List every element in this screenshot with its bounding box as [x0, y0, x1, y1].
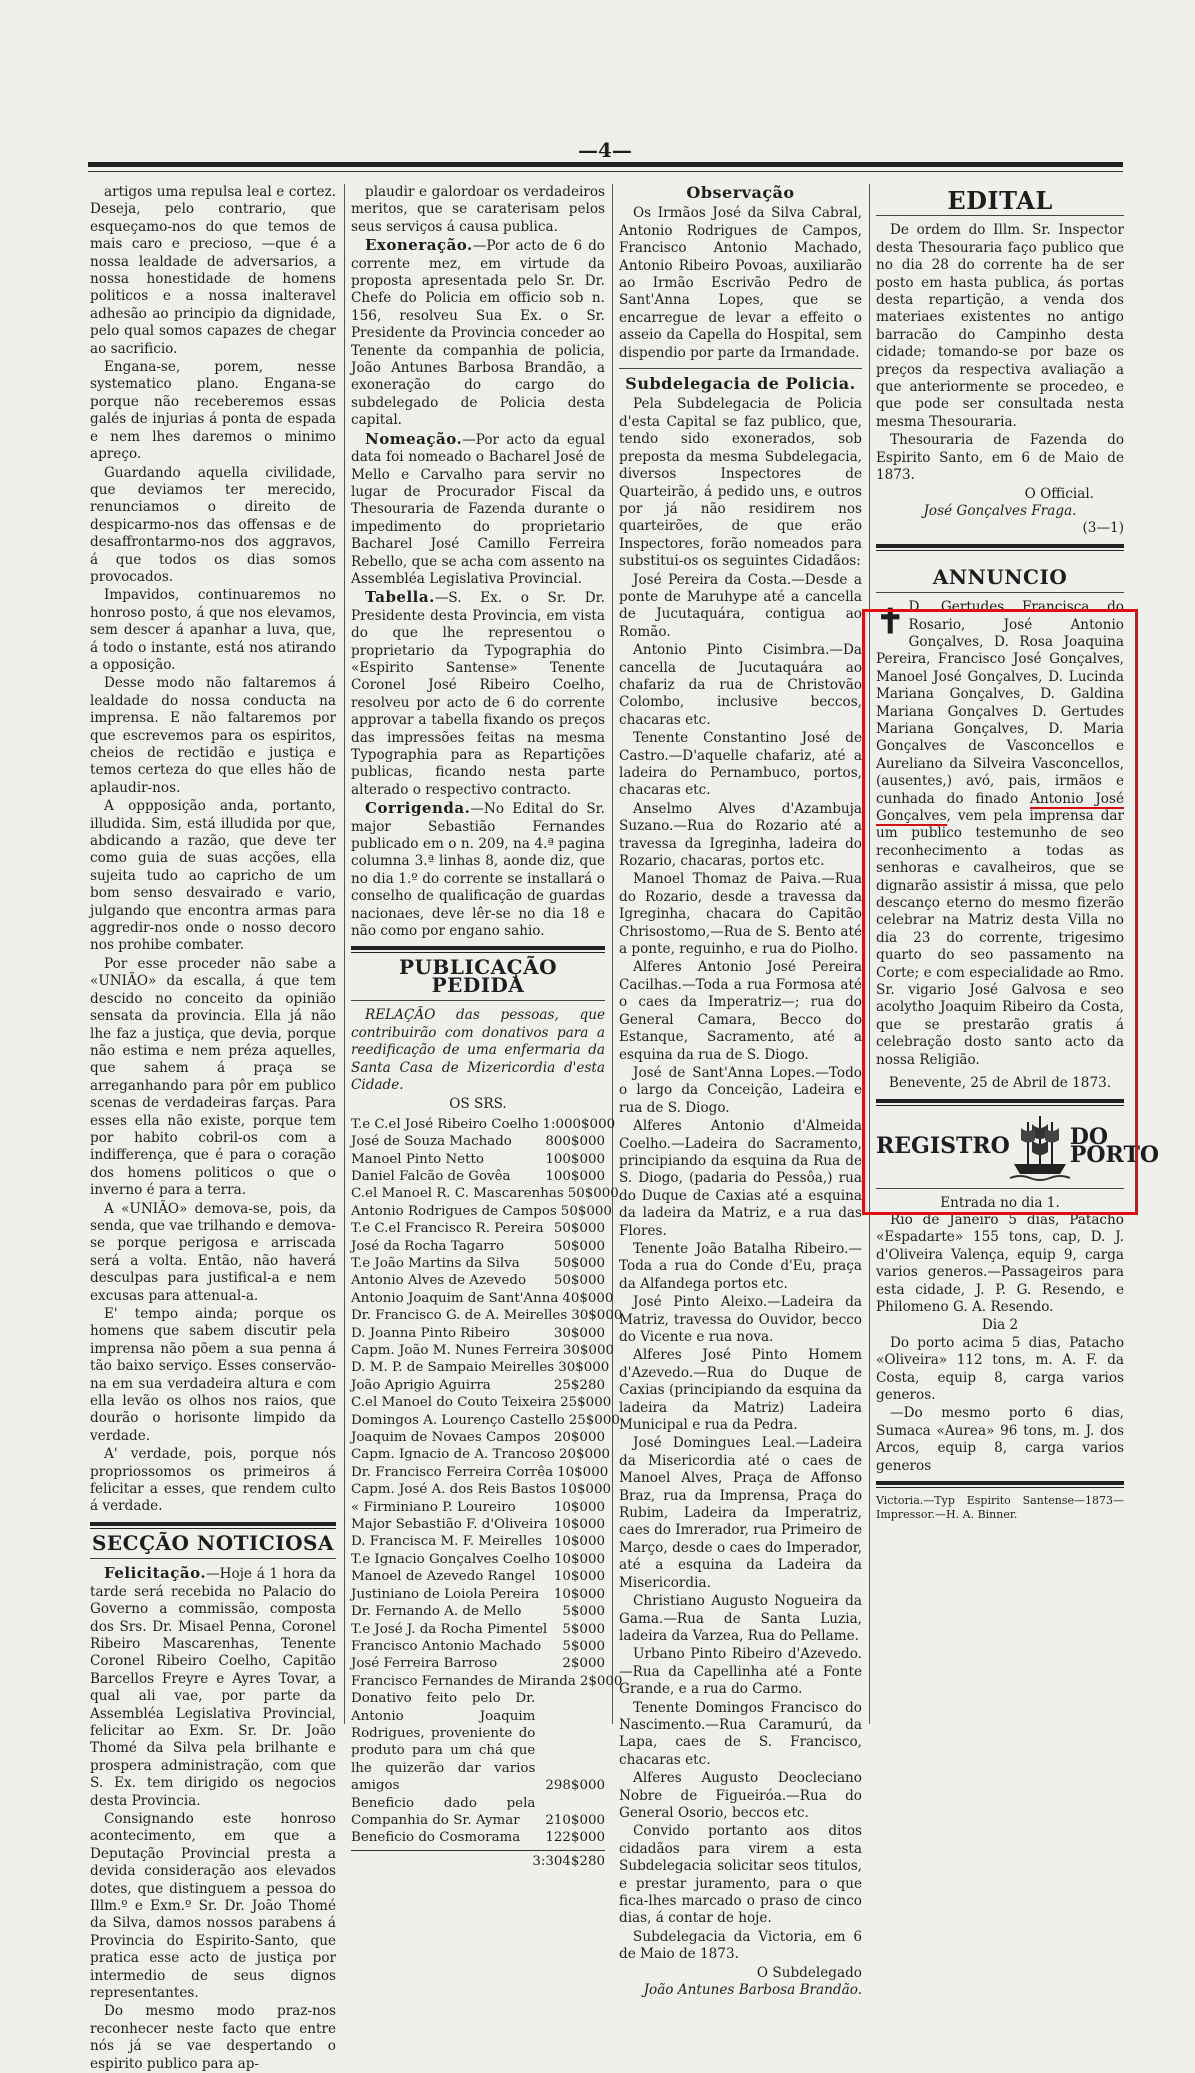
donor-name: T.e Ignacio Gonçalves Coelho: [351, 1551, 550, 1567]
section-title-noticiosa: SECÇÃO NOTICIOSA: [91, 1530, 335, 1555]
corrigenda-lead: Corrigenda.: [365, 799, 471, 818]
donor-name: José de Souza Machado: [351, 1134, 512, 1150]
felicitacao-text: —Hoje á 1 hora da tarde será recebida no Palacio do Governo a commissão, composta dos Srs. Dr. Misael Penna, Coronel Ribeiro Mascarenhas, Tenente Coronel Ribeiro Coelho, Capitão Barcellos Freyre e Ayres Tovar, a qual ali vae, por parte da Assembléa Legislativa Provincial, felicitar ao Exm. Sr. Dr. João Thomé da Silva pela brilhante e prospera administração, com que S. Ex. tem dirigido os negocios desta Provincia.: [90, 1566, 336, 1809]
editorial-paragraph: A' verdade, pois, porque nós propriossomos os primeiros á felicitar a esses, que rendem culto á verdade.: [90, 1446, 336, 1515]
donor-row: [351, 1325, 605, 1342]
section-rule: [351, 1000, 605, 1001]
imprint-footer: Victoria.—Typ Espirito Santense—1873—Impressor.—H. A. Binner.: [876, 1494, 1124, 1521]
felicitacao-paragraph: Consignando este honroso acontecimento, em que a Deputação Provincial presta a devida consideração aos elevados dotes, que distinguem a pessoa do Illm.º e Exm.º Sr. Dr. João Thomé da Silva, damos nossos parabens á Provincia do Espirito-Santo, que pratica esse acto de justiça por intermedio de seus dignos representantes.: [90, 1810, 336, 2002]
tabella-lead: Tabella.: [365, 588, 435, 607]
signature-name: João Antunes Barbosa Brandão.: [643, 1982, 862, 1999]
inspector-entry: Alferes Antonio José Pereira Cacilhas.—Toda a rua Formosa até o caes da Imperatriz—; rua do General Camara, Becco do Estanque, Sacramento, até a esquina da rua de S. Diogo.: [619, 959, 862, 1063]
donor-name: Francisco Fernandes de Miranda: [351, 1673, 576, 1689]
inspector-entry: Alferes José Pinto Homem d'Azevedo.—Rua do Duque de Caxias (principiando da esquina da ladeira da Matriz) Ladeira Municipal e rua da Pedra.: [619, 1347, 862, 1434]
donor-name: Antonio Joaquim de Sant'Anna: [351, 1290, 559, 1306]
editorial-paragraph: A «UNIÃO» demova-se, pois, da senda, que vae trilhando e demova-se porque perigosa e arriscada será a volta. Então, não haverá desculpas para justifical-a e nem excusas para attenual-a.: [90, 1200, 336, 1304]
donor-name: D. Francisca M. F. Meirelles: [351, 1534, 543, 1550]
donor-amount: 800$000: [545, 1134, 605, 1150]
registro-title-right: DO PORTO: [1069, 1124, 1159, 1168]
donor-row: [351, 1603, 605, 1620]
donor-row: [351, 1586, 605, 1603]
donor-row: [351, 1690, 605, 1794]
donor-name: Joaquim de Novaes Campos: [351, 1430, 541, 1446]
donor-row: [351, 1446, 611, 1463]
edital-title: EDITAL: [947, 186, 1053, 215]
section-rule: [876, 1481, 1124, 1488]
donor-total: 3:304$280: [351, 1850, 605, 1870]
subdelegacia-title: Subdelegacia de Policia.: [625, 374, 856, 394]
donor-amount: 30$000: [553, 1325, 605, 1341]
registro-title-left: REGISTRO: [876, 1132, 1010, 1159]
donor-name: Capm. João M. Nunes Ferreira: [351, 1343, 559, 1358]
donor-amount: 100$000: [545, 1168, 605, 1184]
donor-row: [351, 1238, 605, 1255]
donor-name: T.e C.el Francisco R. Pereira: [351, 1221, 544, 1237]
registro-entry: Do porto acima 5 dias, Patacho «Oliveira» 112 tons, m. A. F. da Costa, equip 8, carga varios generos.: [876, 1334, 1124, 1403]
inspector-entry: Antonio Pinto Cisimbra.—Da cancella de Jucutaquára ao chafariz da rua de Christovão Colombo, inclusive beccos, chacaras etc.: [619, 642, 862, 728]
donor-amount: 30$000: [562, 1343, 614, 1358]
exoneracao-text: —Por acto de 6 do corrente mez, em virtude da proposta apresentada pelo Sr. Dr. Chefe do Policia em officio sob n. 156, resolveu Sua Ex. o Sr. Presidente da Provincia conceder ao Tenente da companhia de policia, João Antunes Barbosa Brandão, a exoneração do cargo do subdelegado de Policia desta capital.: [351, 238, 605, 429]
section-rule: [619, 368, 862, 369]
donor-amount: 10$000: [553, 1569, 605, 1585]
edital-name: José Gonçalves Fraga.: [923, 502, 1077, 519]
highlight-box: [862, 609, 1138, 1215]
donor-row: [351, 1272, 605, 1289]
annuncio-text-a: D. Gertudes Francisca do Rosario, José Antonio Gonçalves, D. Rosa Joaquina Pereira, Francisco José Gonçalves, Manoel José Gonçalves, D. Lucinda Mariana Gonçalves, D. Galdina Mariana Gonçalves D. Gertudes Mariana Gonçalves, D. Maria Gonçalves de Vasconcellos e Aureliano da Silveira Vasconcellos, (ausentes,) avó, pais, irmãos e cunhada do finado: [876, 599, 1124, 807]
exoneracao-lead: Exoneração.: [365, 236, 473, 255]
donor-row: [351, 1673, 623, 1690]
donor-name: Dr. Fernando A. de Mello: [351, 1604, 522, 1620]
donor-name: Dr. Francisco G. de A. Meirelles: [351, 1308, 568, 1324]
corrigenda-article: [351, 800, 605, 940]
donor-amount: 10$000: [553, 1586, 605, 1602]
editorial-paragraph: A oppposição anda, portanto, illudida. Sim, está illudida por que, abdicando a razão, que deve ter como guia de suas acções, ella sujeita tudo ao capricho de um bom senso desvairado e vario, julgando que encontra armas para aggredir-nos onde o nosso decoro nos prohibe combater.: [90, 798, 336, 954]
inspector-entry: José de Sant'Anna Lopes.—Todo o largo da Conceição, Ladeira e rua de S. Diogo.: [619, 1064, 862, 1116]
signature-role: O Subdelegado: [756, 1964, 862, 1981]
donor-row: [351, 1394, 612, 1411]
donor-name: T.e João Martins da Silva: [351, 1255, 520, 1271]
corrigenda-text: —No Edital do Sr. major Sebastião Fernandes publicado em o n. 209, na 4.ª pagina columna 3.ª linhas 8, aonde diz, que no dia 1.º do corrente se installará o conselho de qualificação de guardas nacionaes, deve lêr-se no dia 18 e não como por engano sahio.: [351, 801, 605, 940]
donor-name: Donativo feito pelo Dr. Antonio Joaquim Rodrigues, proveniente do produto para um chá que lhe quizerão dar varios amigos: [351, 1691, 536, 1794]
annuncio-title: ANNUNCIO: [932, 564, 1068, 589]
donor-name: José da Rocha Tagarro: [351, 1238, 505, 1254]
donor-amount: 50$000: [553, 1238, 605, 1254]
inspector-entry: José Pinto Aleixo.—Ladeira da Matriz, travessa do Ouvidor, becco do Vicente e rua nova.: [619, 1294, 862, 1345]
donor-amount: 50$000: [553, 1273, 605, 1289]
donor-name: Antonio Alves de Azevedo: [351, 1273, 527, 1289]
donor-row: [351, 1655, 605, 1672]
donor-row: [351, 1133, 605, 1150]
tabella-article: [351, 589, 605, 799]
donor-row: [351, 1220, 605, 1237]
donor-row: [351, 1185, 619, 1202]
donor-amount: 50$000: [567, 1186, 619, 1202]
convido-text: Convido portanto aos ditos cidadãos para virem a esta Subdelegacia solicitar seos titulos, e prestar juramento, para o que fica-lhes marcado o praso de cinco dias, á contar de hoje.: [619, 1823, 862, 1927]
donor-name: José Ferreira Barroso: [351, 1656, 498, 1672]
donor-row: [351, 1621, 605, 1638]
editorial-paragraph: Desse modo não faltaremos á lealdade do nossa conducta na imprensa. E não faltaremos por que escrevemos para os espiritos, cheios de rectidão e justiça e temos certeza do que elles hão de aplaudir-nos.: [90, 675, 336, 796]
donor-name: D. Joanna Pinto Ribeiro: [351, 1325, 510, 1341]
donor-name: Dr. Francisco Ferreira Corrêa: [351, 1464, 554, 1480]
edital-text: De ordem do Illm. Sr. Inspector desta Thesouraria faço publico que no dia 28 do corrente ha de ser posto em hasta publica, ás portas desta repartição, a venda dos materiaes existentes no antigo barracão do Campinho desta cidade; tomando-se por baze os preços da respectiva avaliação a que anteriormente se procedeo, e que pode ser consultada nesta mesma Thesouraria.: [876, 222, 1124, 430]
donor-row: [351, 1429, 605, 1446]
donor-row: [351, 1464, 609, 1481]
donor-amount: 10$000: [559, 1482, 611, 1498]
section-rule: [90, 1522, 336, 1529]
donor-name: « Firminiano P. Loureiro: [351, 1499, 516, 1515]
donor-row: [351, 1203, 612, 1220]
inspector-entry: Anselmo Alves d'Azambuja Suzano.—Rua do Rozario até a travessa da Igreginha, ladeira do Rozario, chacaras, portos etc.: [619, 800, 862, 870]
donor-name: Manoel Pinto Netto: [351, 1151, 484, 1167]
os-srs-label: OS SRS.: [449, 1096, 507, 1113]
column-2: [351, 184, 623, 1869]
donor-row: [351, 1551, 605, 1568]
inspector-entry: Alferes Augusto Deocleciano Nobre de Figueiróa.—Rua do General Osorio, beccos etc.: [619, 1770, 862, 1821]
felicitacao-article: [90, 1565, 336, 1810]
cross-icon: ✝: [876, 602, 905, 643]
column-divider: [344, 184, 345, 1724]
donor-name: Justiniano de Loiola Pereira: [351, 1586, 540, 1602]
donor-name: Manoel de Azevedo Rangel: [351, 1569, 536, 1585]
annuncio-text-b: , vem pela imprensa dar um publico testemunho de seo reconhecimento a todas as senhoras e cavalheiros, que se dignarão assistir á missa, que pelo descanço eterno do mesmo fizerão celebrar na Matriz desta Villa no dia 23 do corrente, trigesimo quarto do seo passamento na Corte; e com especialidade ao Rmo. Sr. vigario José Galvosa e seo acolytho Joaquim Ribeiro da Costa, que se prestarão gratis á celebração dosto santo acto da nossa Religião.: [876, 808, 1124, 1068]
donor-row: [351, 1342, 614, 1359]
donor-amount: 10$000: [553, 1499, 605, 1515]
donor-amount: 25$000: [568, 1412, 620, 1428]
deceased-name: Antonio José Gonçalves: [876, 790, 1124, 824]
editorial-paragraph: Guardando aquella civilidade, que deviamos ter merecido, renunciamos o direito de despicarmo-nos das offensas e de desaffrontarmo-nos dos aggravos, á que todos os dias somos provocados.: [90, 464, 336, 585]
donor-row: [351, 1377, 605, 1394]
donor-name: T.e José J. da Rocha Pimentel: [351, 1621, 548, 1637]
dia-label: Dia 2: [981, 1317, 1019, 1334]
donor-amount: 100$000: [545, 1151, 605, 1167]
donor-amount: 40$000: [562, 1290, 614, 1306]
observacao-title: Observação: [686, 183, 795, 202]
donor-amount: 30$000: [571, 1308, 623, 1324]
top-rule-thin: [88, 171, 1123, 172]
donor-name: Capm. José A. dos Reis Bastos: [351, 1482, 556, 1498]
donor-amount: 25$280: [553, 1377, 605, 1393]
donor-name: Antonio Rodrigues de Campos: [351, 1203, 557, 1219]
section-rule: [876, 592, 1124, 593]
registro-entry: —Do mesmo porto 6 dias, Sumaca «Aurea» 96 tons, m. J. dos Arcos, equip 8, carga varios generos: [876, 1405, 1124, 1474]
exoneracao-article: [351, 237, 605, 429]
donor-amount: 10$000: [553, 1534, 605, 1550]
donor-row: [351, 1168, 605, 1185]
donor-amount: 5$000: [562, 1604, 605, 1620]
inspector-entry: José Pereira da Costa.—Desde a ponte de Maruhype até a cancella de Jucutaquára, contigua ao Romão.: [619, 571, 862, 640]
donor-name: Domingos A. Lourenço Castello: [351, 1412, 565, 1428]
donor-amount: 210$000: [545, 1812, 605, 1828]
donor-list: [351, 1116, 623, 1690]
donor-row: [351, 1499, 605, 1516]
donor-amount: 50$000: [560, 1203, 612, 1219]
donor-amount: 122$000: [545, 1830, 605, 1846]
editorial-text: [90, 184, 336, 1516]
edital-role: O Official.: [1024, 485, 1094, 502]
donor-amount: 50$000: [553, 1255, 605, 1271]
annuncio-date: Benevente, 25 de Abril de 1873.: [888, 1075, 1112, 1092]
observacao-text: Os Irmãos José da Silva Cabral, Antonio Rodrigues de Campos, Francisco Antonio Machado, Antonio Ribeiro Povoas, auxiliarão ao Irmão Escrivão Pedro de Sant'Anna Lopes, que se encarregue de levar a effeito o asseio da Capella do Hospital, sem dispendio por parte da Irmandade.: [619, 205, 862, 361]
donor-row: [351, 1255, 605, 1272]
donor-amount: 2$000: [579, 1673, 623, 1689]
nomeacao-article: [351, 431, 605, 589]
donor-name: Beneficio do Cosmorama: [351, 1830, 521, 1846]
nomeacao-lead: Nomeação.: [365, 429, 463, 448]
editorial-paragraph: E' tempo ainda; porque os homens que sabem discutir pela imprensa não põem a sua penna á tão baixo serviço. Esses conservão-na em sua verdadeira altura e com ella levão os olhos nos raios, que dourão o horisonte limpido da verdade.: [90, 1306, 336, 1444]
inspector-entry: Manoel Thomaz de Paiva.—Rua do Rozario, desde a travessa da Igreginha, chacara do Capitão Chrisostomo,—Rua de S. Bento até a ponte, reguinho, e rua do Piolho.: [619, 871, 862, 958]
donor-amount: 298$000: [545, 1778, 605, 1794]
donor-row: [351, 1151, 605, 1168]
entrada-label: Entrada no dia 1.: [940, 1194, 1060, 1211]
donor-name: Daniel Falcão de Govêa: [351, 1168, 511, 1184]
registro-entry: Rio de Janeiro 5 dias, Patacho «Espadarte» 155 tons, cap, D. J. d'Oliveira Valença, equip 9, carga varios generos.—Passageiros para esta cidade, J. P. G. Resendo, e Philomeno G. A. Resendo.: [876, 1211, 1124, 1315]
felicitacao-paragraph: Do mesmo modo praz-nos reconhecer neste facto que entre nós já se vae despertando o espirito publico para ap-: [90, 2003, 336, 2072]
donor-row: [351, 1533, 605, 1550]
donor-name: C.el Manoel R. C. Mascarenhas: [351, 1186, 564, 1202]
edital-date: Thesouraria de Fazenda do Espirito Santo, em 6 de Maio de 1873.: [876, 432, 1124, 484]
donor-name: C.el Manoel do Couto Teixeira: [351, 1395, 557, 1411]
donor-name: João Aprigio Aguirra: [351, 1377, 491, 1393]
section-rule: [876, 544, 1124, 551]
inspector-entry: Tenente João Batalha Ribeiro.—Toda a rua do Conde d'Eu, praça da Alfandega portos etc.: [619, 1240, 862, 1292]
section-rule: [351, 946, 605, 953]
column-3: [619, 183, 862, 1999]
felicitacao-lead: Felicitação.: [104, 1564, 207, 1583]
donor-amount: 20$000: [558, 1447, 611, 1463]
donor-amount: 10$000: [553, 1517, 605, 1533]
donor-amount: 10$000: [553, 1551, 606, 1567]
donor-amount: 25$000: [560, 1395, 612, 1411]
editorial-paragraph: artigos uma repulsa leal e cortez. Deseja, pelo contrario, que esqueçamo-nos do que temos de mais caro e precioso, —que é a nossa lealdade de adversarios, a nossa honestidade de homens politicos e a nossa inalteravel adhesão ao principio da dignidade, pelo qual somos capazes de chegar ao sacrificio.: [90, 184, 336, 357]
editorial-paragraph: Engana-se, porem, nesse systematico plano. Engana-se porque não receberemos essas galés de injurias á ponta de espada e nem lhes daremos o minimo apreço.: [90, 359, 336, 463]
donor-amount: 30$000: [558, 1360, 610, 1376]
donor-name: T.e C.el José Ribeiro Coelho: [351, 1116, 539, 1132]
top-rule: [88, 162, 1123, 167]
donor-amount: 5$000: [562, 1638, 605, 1654]
page-number: —4—: [578, 138, 632, 162]
editorial-paragraph: Impavidos, continuaremos no honroso posto, á que nos elevamos, sem descer á apanhar a luva, que, á todo o instante, está nos atirando a opposição.: [90, 587, 336, 673]
donor-name: Capm. Ignacio de A. Trancoso: [351, 1447, 555, 1463]
donor-amount: 2$000: [562, 1656, 605, 1672]
donor-amount: 20$000: [553, 1430, 605, 1446]
subdelegacia-text: Pela Subdelegacia de Policia d'esta Capital se faz publico, que, tendo sido exonerados, sob preposta da mesma Subdelegacia, diversos Inspectores de Quarteirão, á pedido uns, e outros por já não residirem nos quarteirões, de que erão Inspectores, forão nomeados para substitui-os os seguintes Cidadãos:: [619, 396, 862, 570]
donor-name: Francisco Antonio Machado: [351, 1638, 542, 1654]
donor-row: [351, 1829, 605, 1846]
section-rule: [90, 1558, 336, 1559]
donor-name: D. M. P. de Sampaio Meirelles: [351, 1360, 555, 1376]
section-rule: [876, 215, 1124, 216]
donor-row: [351, 1795, 605, 1830]
column-divider: [612, 184, 613, 1724]
donor-amount: 50$000: [553, 1221, 605, 1237]
subdelegacia-dateline: Subdelegacia da Victoria, em 6 de Maio de 1873.: [619, 1928, 862, 1963]
donor-name: Beneficio dado pela Companhia do Sr. Aymar: [351, 1795, 536, 1828]
inspector-entry: Tenente Constantino José de Castro.—D'aquelle chafariz, até a ladeira do Pernambuco, portos, chacaras etc.: [619, 730, 862, 799]
donor-row: [351, 1568, 605, 1585]
donor-row: [351, 1412, 620, 1429]
paragraph: plaudir e galordoar os verdadeiros meritos, que se caraterisam pelos seus serviços á causa publica.: [351, 184, 605, 235]
inspector-entry: Tenente Domingos Francisco do Nascimento.—Rua Caramurú, da Lapa, caes de S. Francisco, chacaras etc.: [619, 1699, 862, 1768]
tabella-text: —S. Ex. o Sr. Dr. Presidente desta Provincia, em vista do que lhe representou o proprietario da Typographia do «Espirito Santense» Tenente Coronel José Ribeiro Coelho, resolveu por acto de 6 do corrente approvar a tabella fixando os preços das impressões feitas na mesma Typographia para as Repartições publicas, ficando nesta parte alterado o respectivo contracto.: [351, 590, 605, 798]
donor-amount: 5$000: [562, 1621, 605, 1637]
section-title-publicacao: PUBLICAÇÃO PEDIDA: [398, 955, 558, 997]
inspector-entry: Alferes Antonio d'Almeida Coelho.—Ladeira do Sacramento, principiando da esquina da Rua de S. Diogo, (padaria do Pessôa,) rua do Duque de Caxias até a esquina da ladeira da Matriz, e a rua das Flores.: [619, 1118, 862, 1239]
publicacao-subtitle: RELAÇÃO das pessoas, que contribuirão com donativos para a reedificação de uma enfermaria da Santa Casa de Mizericordia d'esta Cidade.: [351, 1007, 605, 1093]
donor-row: [351, 1481, 611, 1498]
donor-row: [351, 1359, 610, 1376]
donor-amount: 1:000$000: [542, 1116, 616, 1132]
donor-row: [351, 1516, 605, 1533]
donor-row: [351, 1116, 616, 1133]
inspector-entry: Urbano Pinto Ribeiro d'Azevedo.—Rua da Capellinha até a Fonte Grande, e a rua do Carmo.: [619, 1646, 862, 1698]
donor-row: [351, 1638, 605, 1655]
donor-amount: 10$000: [557, 1464, 609, 1480]
inspector-list: [619, 572, 862, 1823]
column-1: [90, 184, 336, 2072]
inspector-entry: José Domingues Leal.—Ladeira da Misericordia até o caes de Manoel Alves, Praça de Affonso Braz, rua da Imprensa, Praça do Rubim, Ladeira da Imperatriz, caes do Imrerador, rua Primeiro de Março, desde o caes do Imperador, até a esquina da Ladeira da Misericordia.: [619, 1435, 862, 1591]
donor-row: [351, 1307, 623, 1324]
nomeacao-text: —Por acto da egual data foi nomeado o Bacharel José de Mello e Carvalho para servir no lugar de Procurador Fiscal da Thesouraria de Fazenda durante o impedimento do proprietario Bacharel José Camillo Ferreira Rebello, que se acha com assento na Assembléa Legislativa Provincial.: [351, 431, 605, 587]
edital-count: (3—1): [1082, 520, 1124, 537]
editorial-paragraph: Por esse proceder não sabe a «UNIÃO» da escalla, á que tem descido no conceito da opinião sensata da provincia. Ella já não lhe faz a justiça, que devia, porque não estima e nem préza aquelles, que sahem á praça se arreganhando para pôr em publico scenas de verdadeiras farças. Para esses ella não existe, porque tem por habito cobril-os com a indifferença, que é para o coração dos homens politicos o que o inverno é para a terra.: [90, 955, 336, 1199]
inspector-entry: Christiano Augusto Nogueira da Gama.—Rua de Santa Luzia, ladeira da Varzea, Rua do Pellame.: [619, 1593, 862, 1644]
donor-row: [351, 1290, 614, 1307]
donor-name: Major Sebastião F. d'Oliveira: [351, 1517, 548, 1533]
